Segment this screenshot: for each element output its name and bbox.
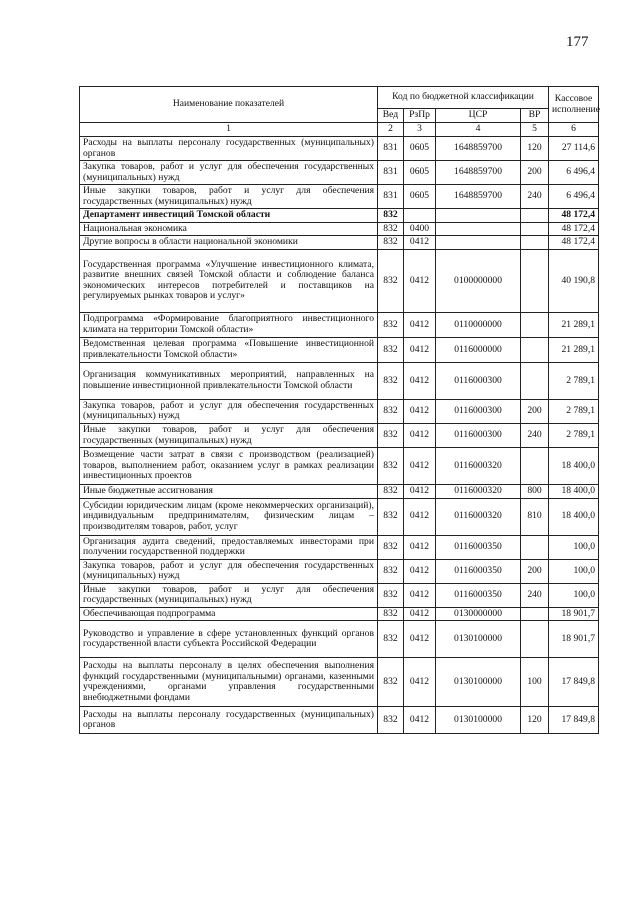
row-name: Организация аудита сведений, предоставляемых инвесторами при получении государственной поддержки: [80, 535, 378, 559]
row-csr: 1648859700: [436, 137, 521, 161]
row-amount: 6 496,4: [549, 185, 599, 209]
row-vr: [521, 209, 549, 223]
row-name: Обеспечивающая подпрограмма: [80, 607, 378, 621]
index-6: 6: [549, 123, 599, 137]
row-amount: 48 172,4: [549, 236, 599, 250]
row-amount: 21 289,1: [549, 312, 599, 337]
index-3: 3: [404, 123, 436, 137]
row-name: Закупка товаров, работ и услуг для обеспечения государственных (муниципальных) нужд: [80, 559, 378, 583]
table-row: [80, 399, 599, 423]
row-name: Подпрограмма «Формирование благоприятного инвестиционного климата на территории Томской области»: [80, 312, 378, 337]
row-ved: 832: [378, 249, 404, 312]
row-csr: 0116000300: [436, 362, 521, 399]
row-ved: 832: [378, 399, 404, 423]
row-name: Руководство и управление в сфере установленных функций органов государственной власти субъекта Российской Федерации: [80, 621, 378, 658]
row-amount: 2 789,1: [549, 362, 599, 399]
row-name: Возмещение части затрат в связи с производством (реализацией) товаров, выполнением работ, оказанием услуг в рамках реализации инвестиционных проектов: [80, 448, 378, 485]
row-csr: 0116000350: [436, 535, 521, 559]
table-row: [80, 559, 599, 583]
row-rzpr: [404, 209, 436, 223]
row-csr: 0130100000: [436, 658, 521, 707]
row-name: Иные закупки товаров, работ и услуг для обеспечения государственных (муниципальных) нужд: [80, 583, 378, 607]
row-rzpr: 0412: [404, 607, 436, 621]
row-csr: [436, 209, 521, 223]
row-amount: 27 114,6: [549, 137, 599, 161]
row-ved: 832: [378, 607, 404, 621]
table-row: [80, 362, 599, 399]
row-amount: 100,0: [549, 583, 599, 607]
table-row: [80, 337, 599, 362]
row-ved: 832: [378, 658, 404, 707]
table-row: [80, 621, 599, 658]
row-name: Расходы на выплаты персоналу в целях обеспечения выполнения функций государственными (муниципальными) органами, казенными учреждениями, органами управления государственными внебюджетными фондами: [80, 658, 378, 707]
table-row: [80, 658, 599, 707]
row-amount: 18 901,7: [549, 607, 599, 621]
row-vr: 120: [521, 707, 549, 734]
row-name: Иные закупки товаров, работ и услуг для обеспечения государственных (муниципальных) нужд: [80, 185, 378, 209]
row-rzpr: 0412: [404, 399, 436, 423]
row-name: Субсидии юридическим лицам (кроме некоммерческих организаций), индивидуальным предпринимателям, физическим лицам – производителям товаров, работ, услуг: [80, 498, 378, 535]
row-amount: 17 849,8: [549, 658, 599, 707]
row-ved: 832: [378, 209, 404, 223]
row-rzpr: 0412: [404, 583, 436, 607]
row-vr: [521, 236, 549, 250]
row-vr: 240: [521, 583, 549, 607]
row-csr: 0116000320: [436, 485, 521, 499]
row-amount: 17 849,8: [549, 707, 599, 734]
table-row: [80, 312, 599, 337]
row-amount: 48 172,4: [549, 209, 599, 223]
index-1: 1: [80, 123, 378, 137]
row-name: Департамент инвестиций Томской области: [80, 209, 378, 223]
row-ved: 831: [378, 185, 404, 209]
row-ved: 832: [378, 583, 404, 607]
row-amount: 48 172,4: [549, 222, 599, 236]
row-amount: 18 901,7: [549, 621, 599, 658]
row-ved: 831: [378, 137, 404, 161]
row-rzpr: 0412: [404, 535, 436, 559]
row-csr: 0130000000: [436, 607, 521, 621]
table-row: [80, 498, 599, 535]
index-5: 5: [521, 123, 549, 137]
row-vr: 200: [521, 399, 549, 423]
table-row: [80, 185, 599, 209]
row-ved: 832: [378, 312, 404, 337]
row-amount: 18 400,0: [549, 485, 599, 499]
row-csr: 0116000000: [436, 337, 521, 362]
row-amount: 40 190,8: [549, 249, 599, 312]
row-vr: 200: [521, 161, 549, 185]
row-name: Организация коммуникативных мероприятий, направленных на повышение инвестиционной привлекательности Томской области: [80, 362, 378, 399]
row-csr: 0130100000: [436, 707, 521, 734]
row-csr: 0116000350: [436, 559, 521, 583]
row-rzpr: 0412: [404, 249, 436, 312]
row-rzpr: 0412: [404, 337, 436, 362]
table-row: [80, 607, 599, 621]
row-csr: 1648859700: [436, 161, 521, 185]
row-ved: 832: [378, 485, 404, 499]
row-name: Расходы на выплаты персоналу государственных (муниципальных) органов: [80, 707, 378, 734]
row-ved: 832: [378, 559, 404, 583]
header-ved: Вед: [378, 109, 404, 123]
row-csr: 0116000300: [436, 399, 521, 423]
row-csr: 0130100000: [436, 621, 521, 658]
row-name: Другие вопросы в области национальной экономики: [80, 236, 378, 250]
row-vr: [521, 607, 549, 621]
row-vr: 100: [521, 658, 549, 707]
table-row: [80, 448, 599, 485]
table-row: [80, 424, 599, 448]
header-rzpr: РзПр: [404, 109, 436, 123]
table-row: [80, 535, 599, 559]
row-name: Иные закупки товаров, работ и услуг для обеспечения государственных (муниципальных) нужд: [80, 424, 378, 448]
row-vr: 800: [521, 485, 549, 499]
row-csr: [436, 222, 521, 236]
row-ved: 832: [378, 498, 404, 535]
row-rzpr: 0412: [404, 424, 436, 448]
row-ved: 832: [378, 621, 404, 658]
row-vr: 240: [521, 424, 549, 448]
row-rzpr: 0412: [404, 448, 436, 485]
row-vr: 810: [521, 498, 549, 535]
row-name: Национальная экономика: [80, 222, 378, 236]
row-vr: [521, 448, 549, 485]
row-ved: 832: [378, 424, 404, 448]
row-vr: 240: [521, 185, 549, 209]
row-csr: 0116000300: [436, 424, 521, 448]
row-vr: [521, 337, 549, 362]
row-amount: 100,0: [549, 535, 599, 559]
table-row: [80, 236, 599, 250]
header-row-1: [80, 87, 599, 109]
row-amount: 6 496,4: [549, 161, 599, 185]
header-code-group: Код по бюджетной классификации: [378, 87, 549, 109]
row-name: Ведомственная целевая программа «Повышение инвестиционной привлекательности Томской области»: [80, 337, 378, 362]
row-amount: 100,0: [549, 559, 599, 583]
row-csr: 0116000320: [436, 498, 521, 535]
budget-table: [79, 86, 599, 734]
row-ved: 832: [378, 222, 404, 236]
row-ved: 832: [378, 535, 404, 559]
row-name: Государственная программа «Улучшение инвестиционного климата, развитие внешних связей Томской области и соблюдение баланса экономических интересов потребителей и поставщиков на регулируемых рынках товаров и услуг»: [80, 249, 378, 312]
row-amount: 18 400,0: [549, 498, 599, 535]
table-row: [80, 583, 599, 607]
row-rzpr: 0412: [404, 621, 436, 658]
row-vr: 120: [521, 137, 549, 161]
row-name: Иные бюджетные ассигнования: [80, 485, 378, 499]
row-vr: [521, 535, 549, 559]
index-2: 2: [378, 123, 404, 137]
header-index-row: [80, 123, 599, 137]
row-rzpr: 0400: [404, 222, 436, 236]
table-row: [80, 137, 599, 161]
row-rzpr: 0412: [404, 236, 436, 250]
table-row: [80, 249, 599, 312]
row-ved: 832: [378, 448, 404, 485]
row-csr: 1648859700: [436, 185, 521, 209]
row-ved: 832: [378, 236, 404, 250]
row-rzpr: 0412: [404, 658, 436, 707]
row-amount: 18 400,0: [549, 448, 599, 485]
row-rzpr: 0412: [404, 559, 436, 583]
row-csr: 0116000320: [436, 448, 521, 485]
row-rzpr: 0412: [404, 312, 436, 337]
table-row: [80, 707, 599, 734]
row-csr: 0100000000: [436, 249, 521, 312]
header-cash-execution: Кассовое исполнение: [549, 87, 599, 123]
row-rzpr: 0412: [404, 362, 436, 399]
row-rzpr: 0412: [404, 498, 436, 535]
page-number: 177: [566, 34, 589, 50]
row-rzpr: 0605: [404, 185, 436, 209]
row-amount: 2 789,1: [549, 424, 599, 448]
table-row: [80, 161, 599, 185]
row-name: Закупка товаров, работ и услуг для обеспечения государственных (муниципальных) нужд: [80, 161, 378, 185]
header-name-column: Наименование показателей: [80, 87, 378, 123]
index-4: 4: [436, 123, 521, 137]
row-name: Закупка товаров, работ и услуг для обеспечения государственных (муниципальных) нужд: [80, 399, 378, 423]
row-vr: [521, 312, 549, 337]
row-vr: 200: [521, 559, 549, 583]
table-row: [80, 222, 599, 236]
row-ved: 832: [378, 337, 404, 362]
header-vr: ВР: [521, 109, 549, 123]
row-ved: 832: [378, 707, 404, 734]
header-csr: ЦСР: [436, 109, 521, 123]
row-vr: [521, 621, 549, 658]
row-csr: 0116000350: [436, 583, 521, 607]
row-vr: [521, 362, 549, 399]
row-csr: [436, 236, 521, 250]
row-ved: 832: [378, 362, 404, 399]
row-rzpr: 0605: [404, 161, 436, 185]
table-row: [80, 485, 599, 499]
row-name: Расходы на выплаты персоналу государственных (муниципальных) органов: [80, 137, 378, 161]
row-amount: 21 289,1: [549, 337, 599, 362]
table-row: [80, 209, 599, 223]
row-amount: 2 789,1: [549, 399, 599, 423]
row-csr: 0110000000: [436, 312, 521, 337]
row-ved: 831: [378, 161, 404, 185]
row-vr: [521, 249, 549, 312]
row-rzpr: 0412: [404, 485, 436, 499]
row-vr: [521, 222, 549, 236]
row-rzpr: 0605: [404, 137, 436, 161]
row-rzpr: 0412: [404, 707, 436, 734]
